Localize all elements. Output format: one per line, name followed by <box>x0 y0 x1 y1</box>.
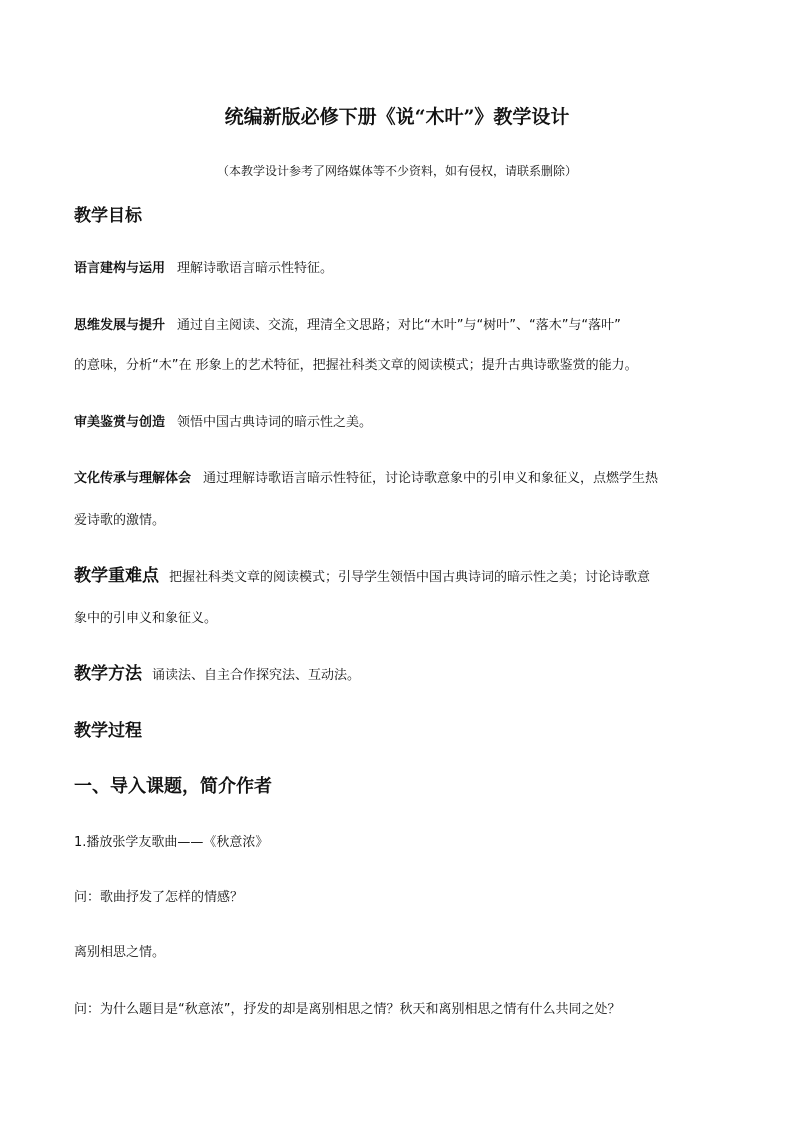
process-line: 问：为什么题目是“秋意浓”，抒发的却是离别相思之情？秋天和离别相思之情有什么共同之处？ <box>74 1002 621 1017</box>
document-title: 统编新版必修下册《说“木叶”》教学设计 <box>224 106 570 128</box>
document-subtitle: （本教学设计参考了网络媒体等不少资料，如有侵权，请联系删除） <box>216 164 577 178</box>
teaching-methods-label: 教学方法 <box>74 664 142 684</box>
goal-item-thinking-continued: 的意味，分析“木”在 形象上的艺术特征，把握社科类文章的阅读模式；提升古典诗歌鉴赏的能力。 <box>74 358 638 373</box>
teaching-process-heading: 教学过程 <box>74 721 142 741</box>
goal-item-language <box>74 258 333 280</box>
key-difficulties-text: 把握社科类文章的阅读模式；引导学生领悟中国古典诗词的暗示性之美；讨论诗歌意 <box>169 570 651 585</box>
goal-label: 思维发展与提升 <box>74 318 166 333</box>
goal-item-culture <box>74 468 658 490</box>
goal-text: 通过自主阅读、交流，理清全文思路；对比“木叶”与“树叶”、“落木”与“落叶” <box>177 318 621 333</box>
section-heading: 一、导入课题，简介作者 <box>74 776 272 797</box>
goal-item-aesthetic <box>74 412 372 434</box>
process-line: 1.播放张学友歌曲——《秋意浓》 <box>74 835 269 850</box>
goal-text: 通过理解诗歌语言暗示性特征，讨论诗歌意象中的引申义和象征义，点燃学生热 <box>203 471 659 486</box>
process-line: 离别相思之情。 <box>74 945 166 960</box>
key-difficulties-label: 教学重难点 <box>74 566 159 586</box>
goal-item-thinking <box>74 315 621 337</box>
key-difficulties <box>74 565 650 589</box>
process-line: 问：歌曲抒发了怎样的情感？ <box>74 890 244 905</box>
goal-label: 审美鉴赏与创造 <box>74 415 166 430</box>
goal-label: 文化传承与理解体会 <box>74 471 192 486</box>
goal-item-culture-continued: 爱诗歌的激情。 <box>74 513 166 528</box>
teaching-methods-text: 诵读法、自主合作探究法、互动法。 <box>152 668 361 683</box>
key-difficulties-continued: 象中的引申义和象征义。 <box>74 611 218 626</box>
goal-label: 语言建构与运用 <box>74 261 166 276</box>
goal-text: 领悟中国古典诗词的暗示性之美。 <box>177 415 373 430</box>
teaching-methods <box>74 663 360 687</box>
goal-text: 理解诗歌语言暗示性特征。 <box>177 261 334 276</box>
teaching-goals-heading: 教学目标 <box>74 206 142 226</box>
